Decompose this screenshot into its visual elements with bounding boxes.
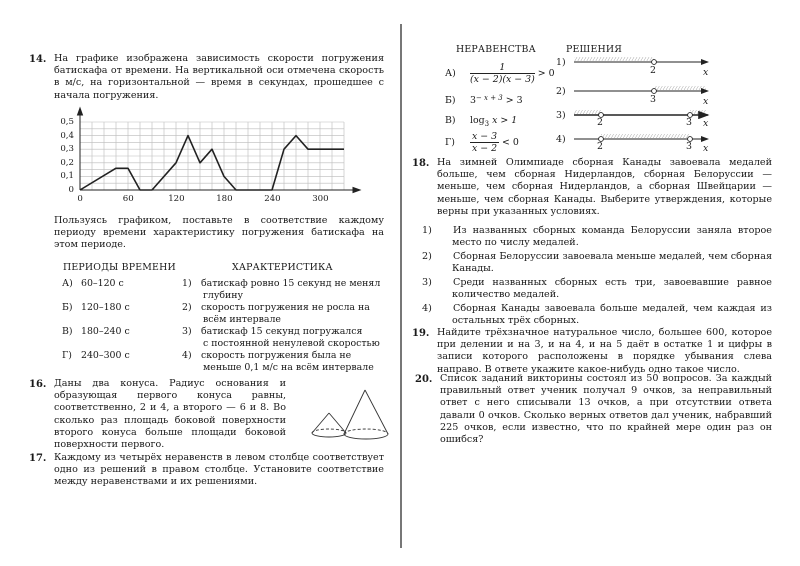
- x-tick-label: 60: [122, 194, 134, 204]
- x-tick-label: 0: [77, 194, 83, 204]
- period-d: Г) 240–300 с: [62, 350, 130, 361]
- chart-axes: [78, 108, 361, 193]
- period-a: А) 60–120 с: [62, 278, 124, 289]
- chart-svg: [40, 106, 370, 206]
- characteristic-1: 1) батискаф ровно 15 секунд не менял глубину: [182, 278, 381, 302]
- x-tick-label: 240: [264, 194, 281, 204]
- question-14-text: На графике изображена зависимость скорости погружения батискафа от времени. На вертикальной оси отмечена скорость в м/с, на горизонтальной — время в секундах, прошедшее с начала погружения.: [54, 53, 384, 101]
- solution-4-point-b: 3: [686, 141, 692, 152]
- solution-2-label: 2): [556, 86, 566, 97]
- solution-3-label: 3): [556, 110, 566, 121]
- solution-4-axis: x: [703, 143, 709, 154]
- y-tick-label: 0,5: [60, 117, 74, 127]
- solution-3-axis: x: [703, 118, 709, 129]
- x-tick-label: 300: [312, 194, 329, 204]
- inequality-b: Б) $3^{- x + 3} > 3$: [445, 94, 523, 106]
- question-14-instruction: Пользуясь графиком, поставьте в соответствие каждому периоду времени характеристику погружения батискафа на этом периоде.: [54, 215, 384, 251]
- period-b: Б) 120–180 с: [62, 302, 130, 313]
- question-17-number: 17.: [29, 453, 47, 464]
- option-3: 3) Среди названных сборных есть три, завоевавшие равное количество медалей.: [422, 277, 772, 301]
- solution-1-axis: x: [703, 67, 709, 78]
- y-tick-label: 0,3: [60, 144, 74, 155]
- cones-figure: [310, 385, 395, 445]
- solution-1-label: 1): [556, 57, 566, 68]
- solution-4-label: 4): [556, 134, 566, 145]
- solution-2-point: 3: [650, 94, 656, 105]
- cones-icon: [310, 385, 395, 445]
- option-1: 1) Из названных сборных команда Белоруссии заняла второе место по числу медалей.: [422, 225, 772, 249]
- x-tick-label: 120: [168, 194, 185, 204]
- question-20-number: 20.: [415, 374, 433, 385]
- question-18-number: 18.: [412, 158, 430, 169]
- question-19-text: Найдите трёхзначное натуральное число, большее 600, которое при делении и на 3, и на 4, и на 5 даёт в остатке 1 и цифры в записи которого расположены в порядке убывания слева направо. В ответе укажите какое-нибудь одно такое число.: [437, 327, 772, 375]
- number-lines-svg: [560, 55, 790, 165]
- characteristic-4: 4) скорость погружения была не меньше 0,1 м/с на всём интервале: [182, 350, 374, 374]
- y-tick-label: 0,2: [60, 157, 74, 168]
- characteristics-header: ХАРАКТЕРИСТИКА: [232, 262, 333, 273]
- inequality-c: В) $\log_3 x > 1$: [445, 115, 518, 128]
- question-18-text: На зимней Олимпиаде сборная Канады завоевала медалей больше, чем сборная Нидерландов, сборная Белоруссии — меньше, чем сборная Нидерландов, а сборная Швейцарии — меньше, чем сборная Канады. Выберите утверждения, которые верны при указанных условиях.: [437, 157, 772, 217]
- periods-header: ПЕРИОДЫ ВРЕМЕНИ: [63, 262, 176, 273]
- inequality-a: А) $\frac{1}{(x - 2)(x - 3)}$ > 0: [445, 62, 555, 85]
- y-tick-label: 0,1: [60, 171, 74, 182]
- inequality-d: Г) $\frac{x - 3}{x - 2}$ < 0: [445, 131, 519, 154]
- solutions-header: РЕШЕНИЯ: [566, 44, 623, 55]
- question-17-text: Каждому из четырёх неравенств в левом столбце соответствует одно из решений в правом столбце. Установите соответствие между неравенствами и их решениями.: [54, 452, 384, 488]
- question-16-text: Даны два конуса. Радиус основания и образующая первого конуса равны, соответственно, 2 и 4, а второго — 6 и 8. Во сколько раз площадь боковой поверхности второго конуса больше площади боковой поверхности первого.: [54, 378, 286, 451]
- question-20-text: Список заданий викторины состоял из 50 вопросов. За каждый правильный ответ ученик получал 9 очков, за неправильный ответ с него списывали 13 очков, а при отсутствии ответа давали 0 очков. Сколько верных ответов дал ученик, набравший 225 очков, если известно, что по крайней мере один раз он ошибся?: [440, 373, 772, 446]
- question-16-number: 16.: [29, 379, 47, 390]
- solution-line-1: [574, 57, 708, 64]
- solution-2-axis: x: [703, 96, 709, 107]
- y-tick-label: 0: [68, 185, 74, 195]
- inequalities-header: НЕРАВЕНСТВА: [456, 44, 536, 55]
- y-tick-label: 0,4: [60, 130, 74, 141]
- period-c: В) 180–240 с: [62, 326, 130, 337]
- solution-3-point-a: 2: [597, 117, 603, 128]
- option-4: 4) Сборная Канады завоевала больше медалей, чем каждая из остальных трёх сборных.: [422, 303, 772, 327]
- column-divider: [400, 24, 402, 548]
- solution-3-point-b: 3: [686, 117, 692, 128]
- chart-grid: [80, 122, 344, 190]
- fraction: $\frac{x - 3}{x - 2}$: [471, 131, 498, 154]
- solutions-number-lines: [556, 55, 790, 165]
- question-14-number: 14.: [29, 54, 47, 65]
- fraction: $\frac{1}{(x - 2)(x - 3)}$: [469, 62, 535, 85]
- solution-1-point: 2: [650, 65, 656, 76]
- x-tick-label: 180: [216, 194, 233, 204]
- speed-time-chart: [40, 106, 370, 206]
- option-2: 2) Сборная Белоруссии завоевала меньше медалей, чем сборная Канады.: [422, 251, 772, 275]
- characteristic-3: 3) батискаф 15 секунд погружался с постоянной ненулевой скоростью: [182, 326, 380, 350]
- solution-line-2: [574, 86, 708, 93]
- question-19-number: 19.: [412, 328, 430, 339]
- characteristic-2: 2) скорость погружения не росла на всём интервале: [182, 302, 370, 326]
- solution-4-point-a: 2: [597, 141, 603, 152]
